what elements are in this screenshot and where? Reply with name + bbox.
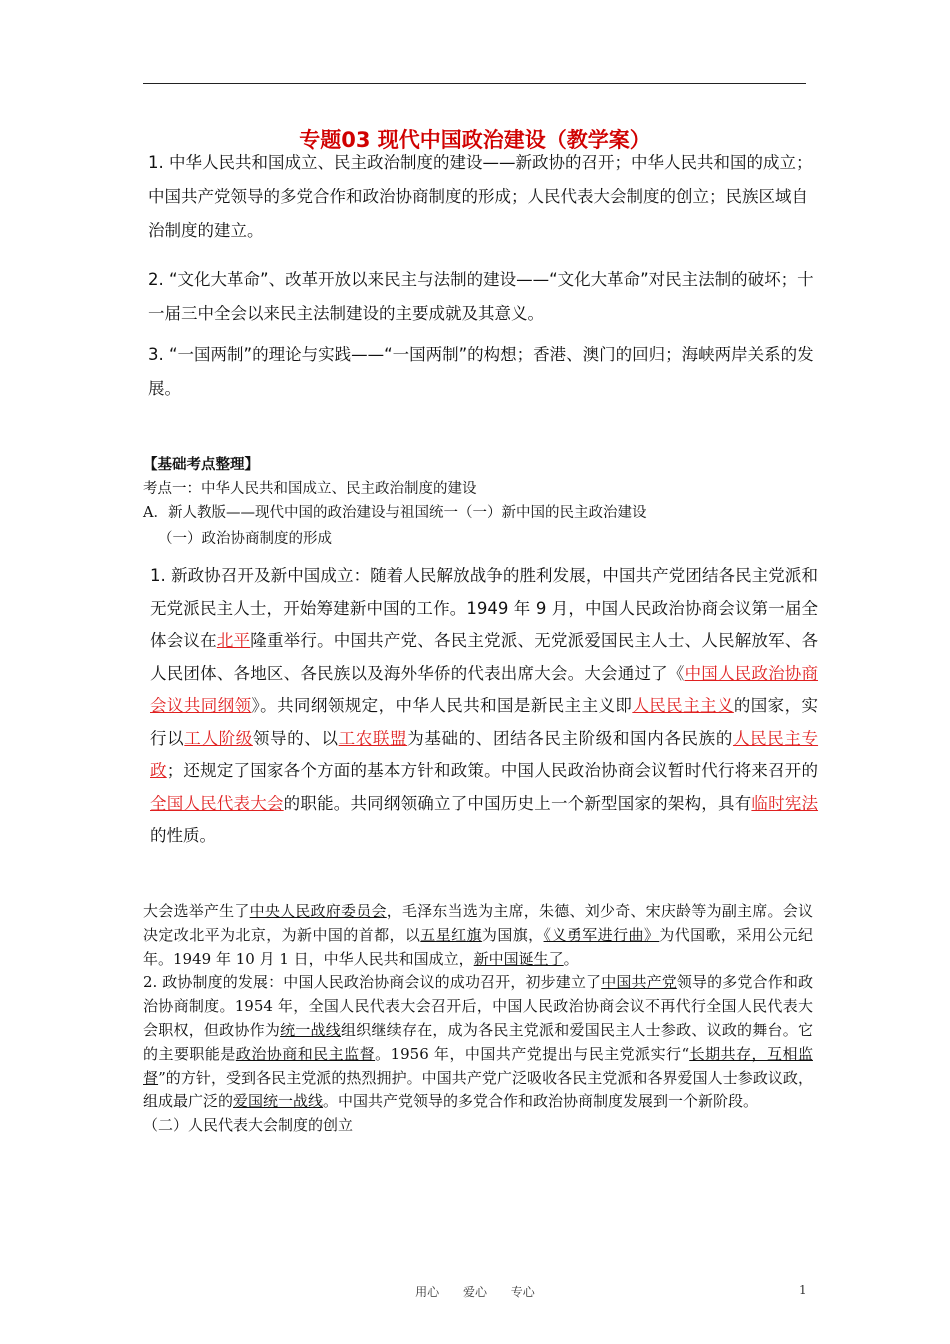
keyword: 全国人民代表大会 [150, 793, 284, 813]
text-run: 为国旗， [481, 925, 544, 944]
underlined-term: 《义勇军进行曲》 [543, 925, 660, 944]
paragraph-founding [143, 900, 813, 971]
text-run: 。1956 年，中国共产党提出与民主党派实行“ [375, 1044, 690, 1063]
footer-motto: 用心 爱心 专心 [415, 1285, 535, 1299]
keyword: 工人阶级 [184, 728, 253, 748]
version-line: A．新人教版——现代中国的政治建设与祖国统一（一）新中国的民主政治建设 [143, 505, 647, 521]
page-title: 专题03 现代中国政治建设（教学案） [299, 128, 651, 152]
keyword: 临时宪法 [751, 793, 819, 813]
page-number: 1 [799, 1283, 807, 1297]
text-run: 为代国歌，采用公元纪年。1949 年 10 月 1 日，中华人民共和国成立， [143, 925, 813, 968]
keyword: 工农联盟 [338, 728, 408, 748]
keyword: 中国人民政治协商会议共同纲领 [150, 663, 819, 715]
underlined-term: 长期共存，互相监督 [143, 1044, 813, 1087]
kaodian-line: 考点一：中华人民共和国成立、民主政治制度的建设 [143, 481, 477, 497]
text-run: 的职能。共同纲领确立了中国历史上一个新型国家的架构，具有 [283, 793, 752, 813]
text-run: 领导的、以 [252, 728, 339, 748]
text-run: 2. 政协制度的发展：中国人民政治协商会议的成功召开，初步建立了 [143, 973, 602, 992]
objective-1 [148, 146, 820, 248]
underlined-term: 中央人民政府委员会 [249, 902, 387, 920]
keyword: 人民民主专政 [150, 728, 819, 780]
underlined-term: 新中国诞生了 [473, 949, 564, 968]
paragraph-cppcc-development [143, 971, 813, 1114]
text-run: 大会选举产生了 [143, 902, 250, 920]
underlined-term: 爱国统一战线 [233, 1092, 324, 1111]
text-run: 》。共同纲领规定，中华人民共和国是新民主主义即 [251, 696, 633, 715]
keyword: 北平 [216, 631, 251, 650]
paragraph-new-cppcc [150, 560, 818, 853]
objective-text: 3. “一国两制”的理论与实践——“一国两制”的构想；香港、澳门的回归；海峡两岸关系的发展。 [148, 345, 814, 398]
subsection-heading: （一）政治协商制度的形成 [158, 531, 332, 547]
text-run: 的国家，实行以 [150, 696, 819, 748]
text-run: 的性质。 [150, 826, 216, 845]
keyword: 人民民主主义 [632, 696, 734, 715]
text-run: 。 [563, 949, 579, 968]
text-run: ”的方针，受到各民主党派的热烈拥护。中国共产党广泛吸收各民主党派和各界爱国人士参政议政，组成最广泛的 [143, 1068, 813, 1111]
underlined-term: 中国共产党 [601, 973, 677, 992]
text-run: 为基础的、团结各民主阶级和国内各民族的 [407, 728, 733, 748]
text-run: ，毛泽东当选为主席，朱德、刘少奇、宋庆龄等为副主席。会议决定改北平为北京，为新中国的首都，以 [143, 902, 813, 944]
header-rule [143, 83, 806, 84]
body-text [143, 900, 813, 1138]
underlined-term: 五星红旗 [420, 925, 482, 944]
objective-text: 2. “文化大革命”、改革开放以来民主与法制的建设——“文化大革命”对民主法制的破坏；十一届三中全会以来民主法制建设的主要成就及其意义。 [148, 270, 814, 323]
objective-2 [148, 263, 820, 331]
objective-text: 1. 中华人民共和国成立、民主政治制度的建设——新政协的召开；中华人民共和国的成立；中国共产党领导的多党合作和政治协商制度的形成；人民代表大会制度的创立；民族区域自治制度的建立。 [148, 153, 813, 240]
text-run: ；还规定了国家各个方面的基本方针和政策。中国人民政治协商会议暂时代行将来召开的 [166, 761, 819, 780]
underlined-term: 政治协商和民主监督 [235, 1044, 376, 1063]
text-run: 隆重举行。中国共产党、各民主党派、无党派爱国民主人士、人民解放军、各人民团体、各地区、各民族以及海外华侨的代表出席大会。大会通过了《 [150, 631, 819, 683]
text-run: 。中国共产党领导的多党合作和政治协商制度发展到一个新阶段。 [323, 1092, 759, 1111]
text-run: 组织继续存在，成为各民主党派和爱国民主人士参政、议政的舞台。它的主要职能是 [143, 1020, 813, 1063]
underlined-term: 统一战线 [280, 1020, 342, 1039]
text-run: 1. 新政协召开及新中国成立：随着人民解放战争的胜利发展，中国共产党团结各民主党派和无党派民主人士，开始筹建新中国的工作。1949 年 9 月，中国人民政治协商会议第一届全体会议在 [150, 566, 818, 650]
objective-3 [148, 338, 820, 406]
section-heading: 【基础考点整理】 [143, 457, 259, 473]
subsection-heading-2: （二）人民代表大会制度的创立 [143, 1116, 354, 1135]
text-run: 领导的多党合作和政治协商制度。1954 年，全国人民代表大会召开后，中国人民政治协商会议不再代行全国人民代表大会职权，但政协作为 [143, 973, 813, 1039]
